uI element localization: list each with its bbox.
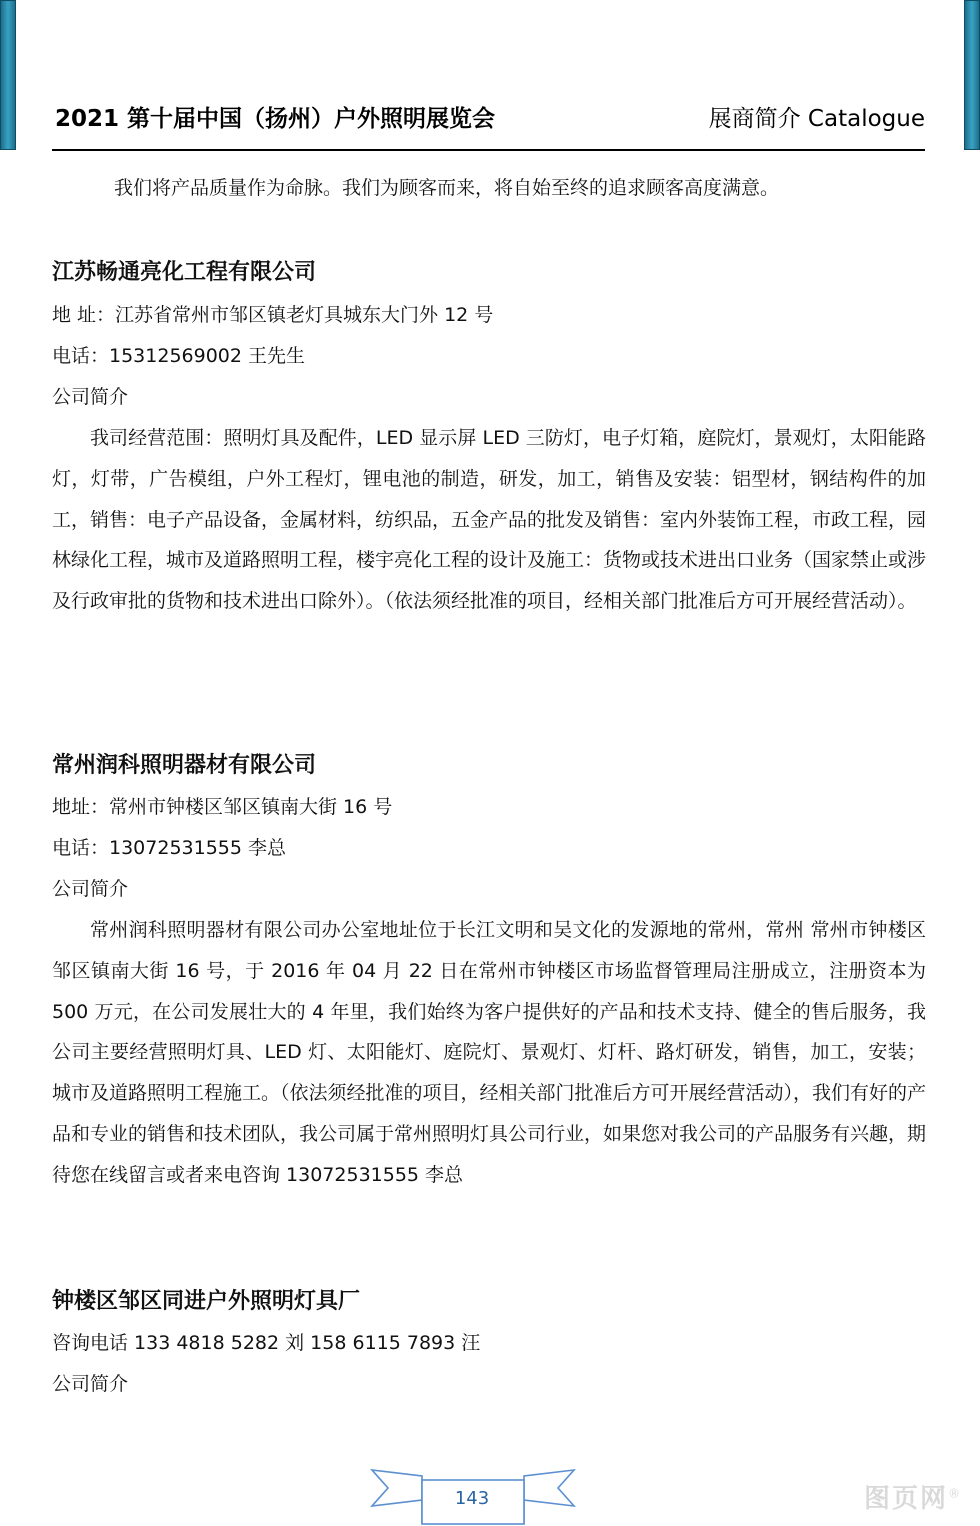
company-1-phone: 电话：15312569002 王先生 bbox=[52, 345, 306, 367]
company-1-name: 江苏畅通亮化工程有限公司 bbox=[52, 260, 317, 285]
company-3-name: 钟楼区邹区同进户外照明灯具厂 bbox=[52, 1289, 361, 1314]
watermark bbox=[864, 1478, 962, 1515]
company-3-phone: 咨询电话 133 4818 5282 刘 158 6115 7893 汪 bbox=[52, 1332, 481, 1354]
company-3-profile-label: 公司简介 bbox=[52, 1373, 129, 1395]
company-2-profile-label: 公司简介 bbox=[52, 878, 129, 900]
watermark-mark: ® bbox=[948, 1486, 962, 1501]
left-edge-bar bbox=[0, 0, 16, 150]
company-2-address: 地址：常州市钟楼区邹区镇南大街 16 号 bbox=[52, 796, 393, 818]
page-number: 143 bbox=[454, 1488, 490, 1509]
intro-line: 我们将产品质量作为命脉。我们为顾客而来，将自始至终的追求顾客高度满意。 bbox=[114, 177, 780, 199]
company-1-address: 地 址：江苏省常州市邹区镇老灯具城东大门外 12 号 bbox=[52, 304, 494, 326]
company-1-profile-label: 公司简介 bbox=[52, 386, 129, 408]
header-divider bbox=[52, 149, 925, 151]
section-label: 展商简介 Catalogue bbox=[708, 105, 925, 132]
page-header bbox=[55, 96, 925, 136]
company-2-name: 常州润科照明器材有限公司 bbox=[52, 753, 317, 778]
company-1-profile: 我司经营范围：照明灯具及配件，LED 显示屏 LED 三防灯，电子灯箱，庭院灯，景观灯，太阳能路灯，灯带，广告模组，户外工程灯，锂电池的制造，研发，加工，销售及安装：铝型材，钢结构件的加工，销售：电子产品设备，金属材料，纺织品，五金产品的批发及销售：室内外装饰工程，市政工程，园林绿化工程，城市及道路照明工程，楼宇亮化工程的设计及施工：货物或技术进出口业务（国家禁止或涉及行政审批的货物和技术进出口除外）。（依法须经批准的项目，经相关部门批准后方可开展经营活动）。 bbox=[52, 427, 927, 613]
company-2-phone: 电话：13072531555 李总 bbox=[52, 837, 287, 859]
exhibition-title: 2021 第十届中国（扬州）户外照明展览会 bbox=[55, 105, 496, 132]
watermark-text: 图页网 bbox=[863, 1484, 948, 1514]
company-2-profile: 常州润科照明器材有限公司办公室地址位于长江文明和吴文化的发源地的常州，常州 常州市钟楼区邹区镇南大街 16 号，于 2016 年 04 月 22 日在常州市钟楼区市场监督管理局注册成立，注册资本为 500 万元，在公司发展壮大的 4 年里，我们始终为客户提供好的产品和技术支持、健全的售后服务，我公司主要经营照明灯具、LED 灯、太阳能灯、庭院灯、景观灯、灯杆、路灯研发，销售，加工，安装；城市及道路照明工程施工。（依法须经批准的项目，经相关部门批准后方可开展经营活动），我们有好的产品和专业的销售和技术团队，我公司属于常州照明灯具公司行业，如果您对我公司的产品服务有兴趣，期待您在线留言或者来电咨询 13072531555 李总 bbox=[52, 919, 927, 1186]
right-edge-bar bbox=[964, 0, 980, 150]
